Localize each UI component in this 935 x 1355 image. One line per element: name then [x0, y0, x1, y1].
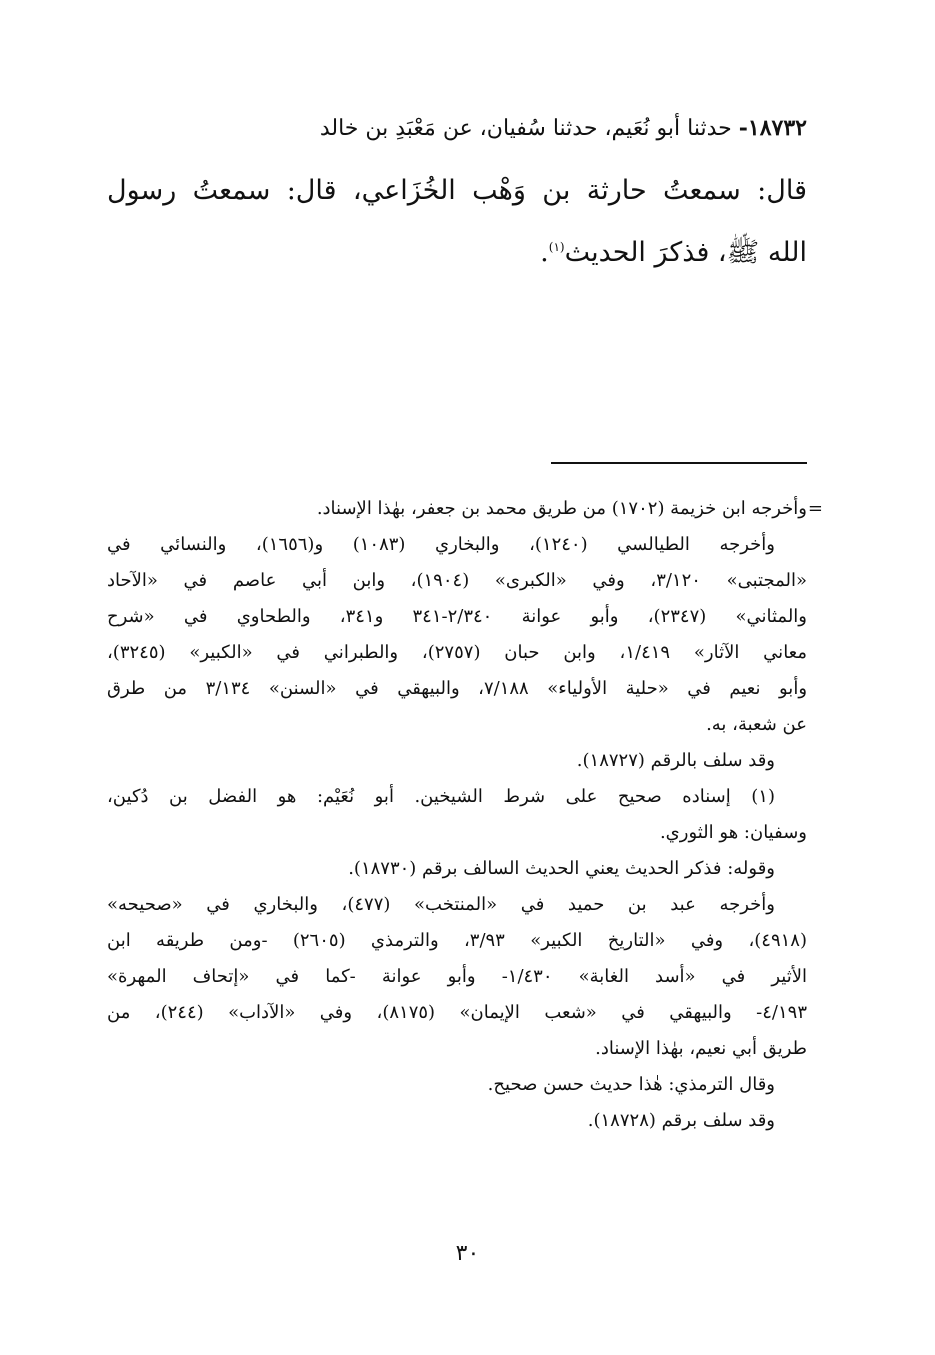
- footnote-line: (١) إسناده صحيح على شرط الشيخين. أبو نُعَيْم: هو الفضل بن دُكين،: [107, 786, 775, 807]
- footnote-continuation-mark: =: [807, 498, 823, 519]
- footnote-line: معاني الآثار» ١/٤١٩، وابن حبان (٢٧٥٧)، والطبراني في «الكبير» (٣٢٤٥)،: [107, 642, 807, 663]
- footnote-line: «المجتبى» ٣/١٢٠، وفي «الكبرى» (١٩٠٤)، وابن أبي عاصم في «الآحاد: [107, 570, 807, 591]
- hadith-isnad-text: حدثنا أبو نُعَيم، حدثنا سُفيان، عن مَعْبَدِ بن خالد: [319, 116, 732, 141]
- footnote-line: وقد سلف بالرقم (١٨٧٢٧).: [576, 750, 775, 771]
- page-number: ٣٠: [455, 1241, 480, 1266]
- hadith-line-2: قال: سمعتُ حارثة بن وَهْب الخُزَاعي، قال: سمعتُ رسول: [107, 175, 807, 206]
- footnote-line: وأخرجه الطيالسي (١٢٤٠)، والبخاري (١٠٨٣) و(١٦٥٦)، والنسائي في: [107, 534, 775, 555]
- footnote-line: وقد سلف برقم (١٨٧٢٨).: [587, 1110, 775, 1131]
- footnote-line: وأبو نعيم في «حلية الأولياء» ٧/١٨٨، والبيهقي في «السنن» ٣/١٣٤ من طرق: [107, 678, 807, 699]
- footnote-separator: [551, 462, 807, 464]
- hadith-text-end: الله ﷺ، فذكرَ الحديث: [564, 237, 807, 268]
- footnote-line: وقال الترمذي: هٰذا حديث حسن صحيح.: [487, 1074, 775, 1095]
- footnote-line: عن شعبة، به.: [706, 714, 807, 735]
- footnote-line: الأثير في «أسد الغابة» ١/٤٣٠- وأبو عوانة -كما في «إتحاف المهرة»: [107, 966, 807, 987]
- footnote-line: وقوله: فذكر الحديث يعني الحديث السالف برقم (١٨٧٣٠).: [348, 858, 775, 879]
- footnote-line: وسفيان: هو الثوري.: [659, 822, 807, 843]
- footnote-line: ٤/١٩٣- والبيهقي في «شعب الإيمان» (٨١٧٥)، وفي «الآداب» (٢٤٤)، من: [107, 1002, 807, 1023]
- footnote-line: طريق أبي نعيم، بهٰذا الإسناد.: [595, 1038, 807, 1059]
- footnote-line: (٤٩١٨)، وفي «التاريخ الكبير» ٣/٩٣، والترمذي (٢٦٠٥) -ومن طريقه ابن: [107, 930, 807, 951]
- footnote-line: والمثاني» (٢٣٤٧)، وأبو عوانة ٢/٣٤٠-٣٤١ و٣٤١، والطحاوي في «شرح: [107, 606, 807, 627]
- hadith-number: ١٨٧٣٢-: [738, 115, 807, 141]
- footnote-reference: (١): [548, 240, 565, 254]
- footnotes-block: [107, 491, 807, 1139]
- footnote-line: وأخرجه عبد بن حميد في «المنتخب» (٤٧٧)، والبخاري في «صحيحه»: [107, 894, 775, 915]
- hadith-line-3: [107, 222, 807, 278]
- hadith-final-period: .: [540, 237, 549, 268]
- footnote-line: وأخرجه ابن خزيمة (١٧٠٢) من طريق محمد بن جعفر، بهٰذا الإسناد.: [316, 498, 807, 519]
- hadith-line-1: [107, 108, 807, 149]
